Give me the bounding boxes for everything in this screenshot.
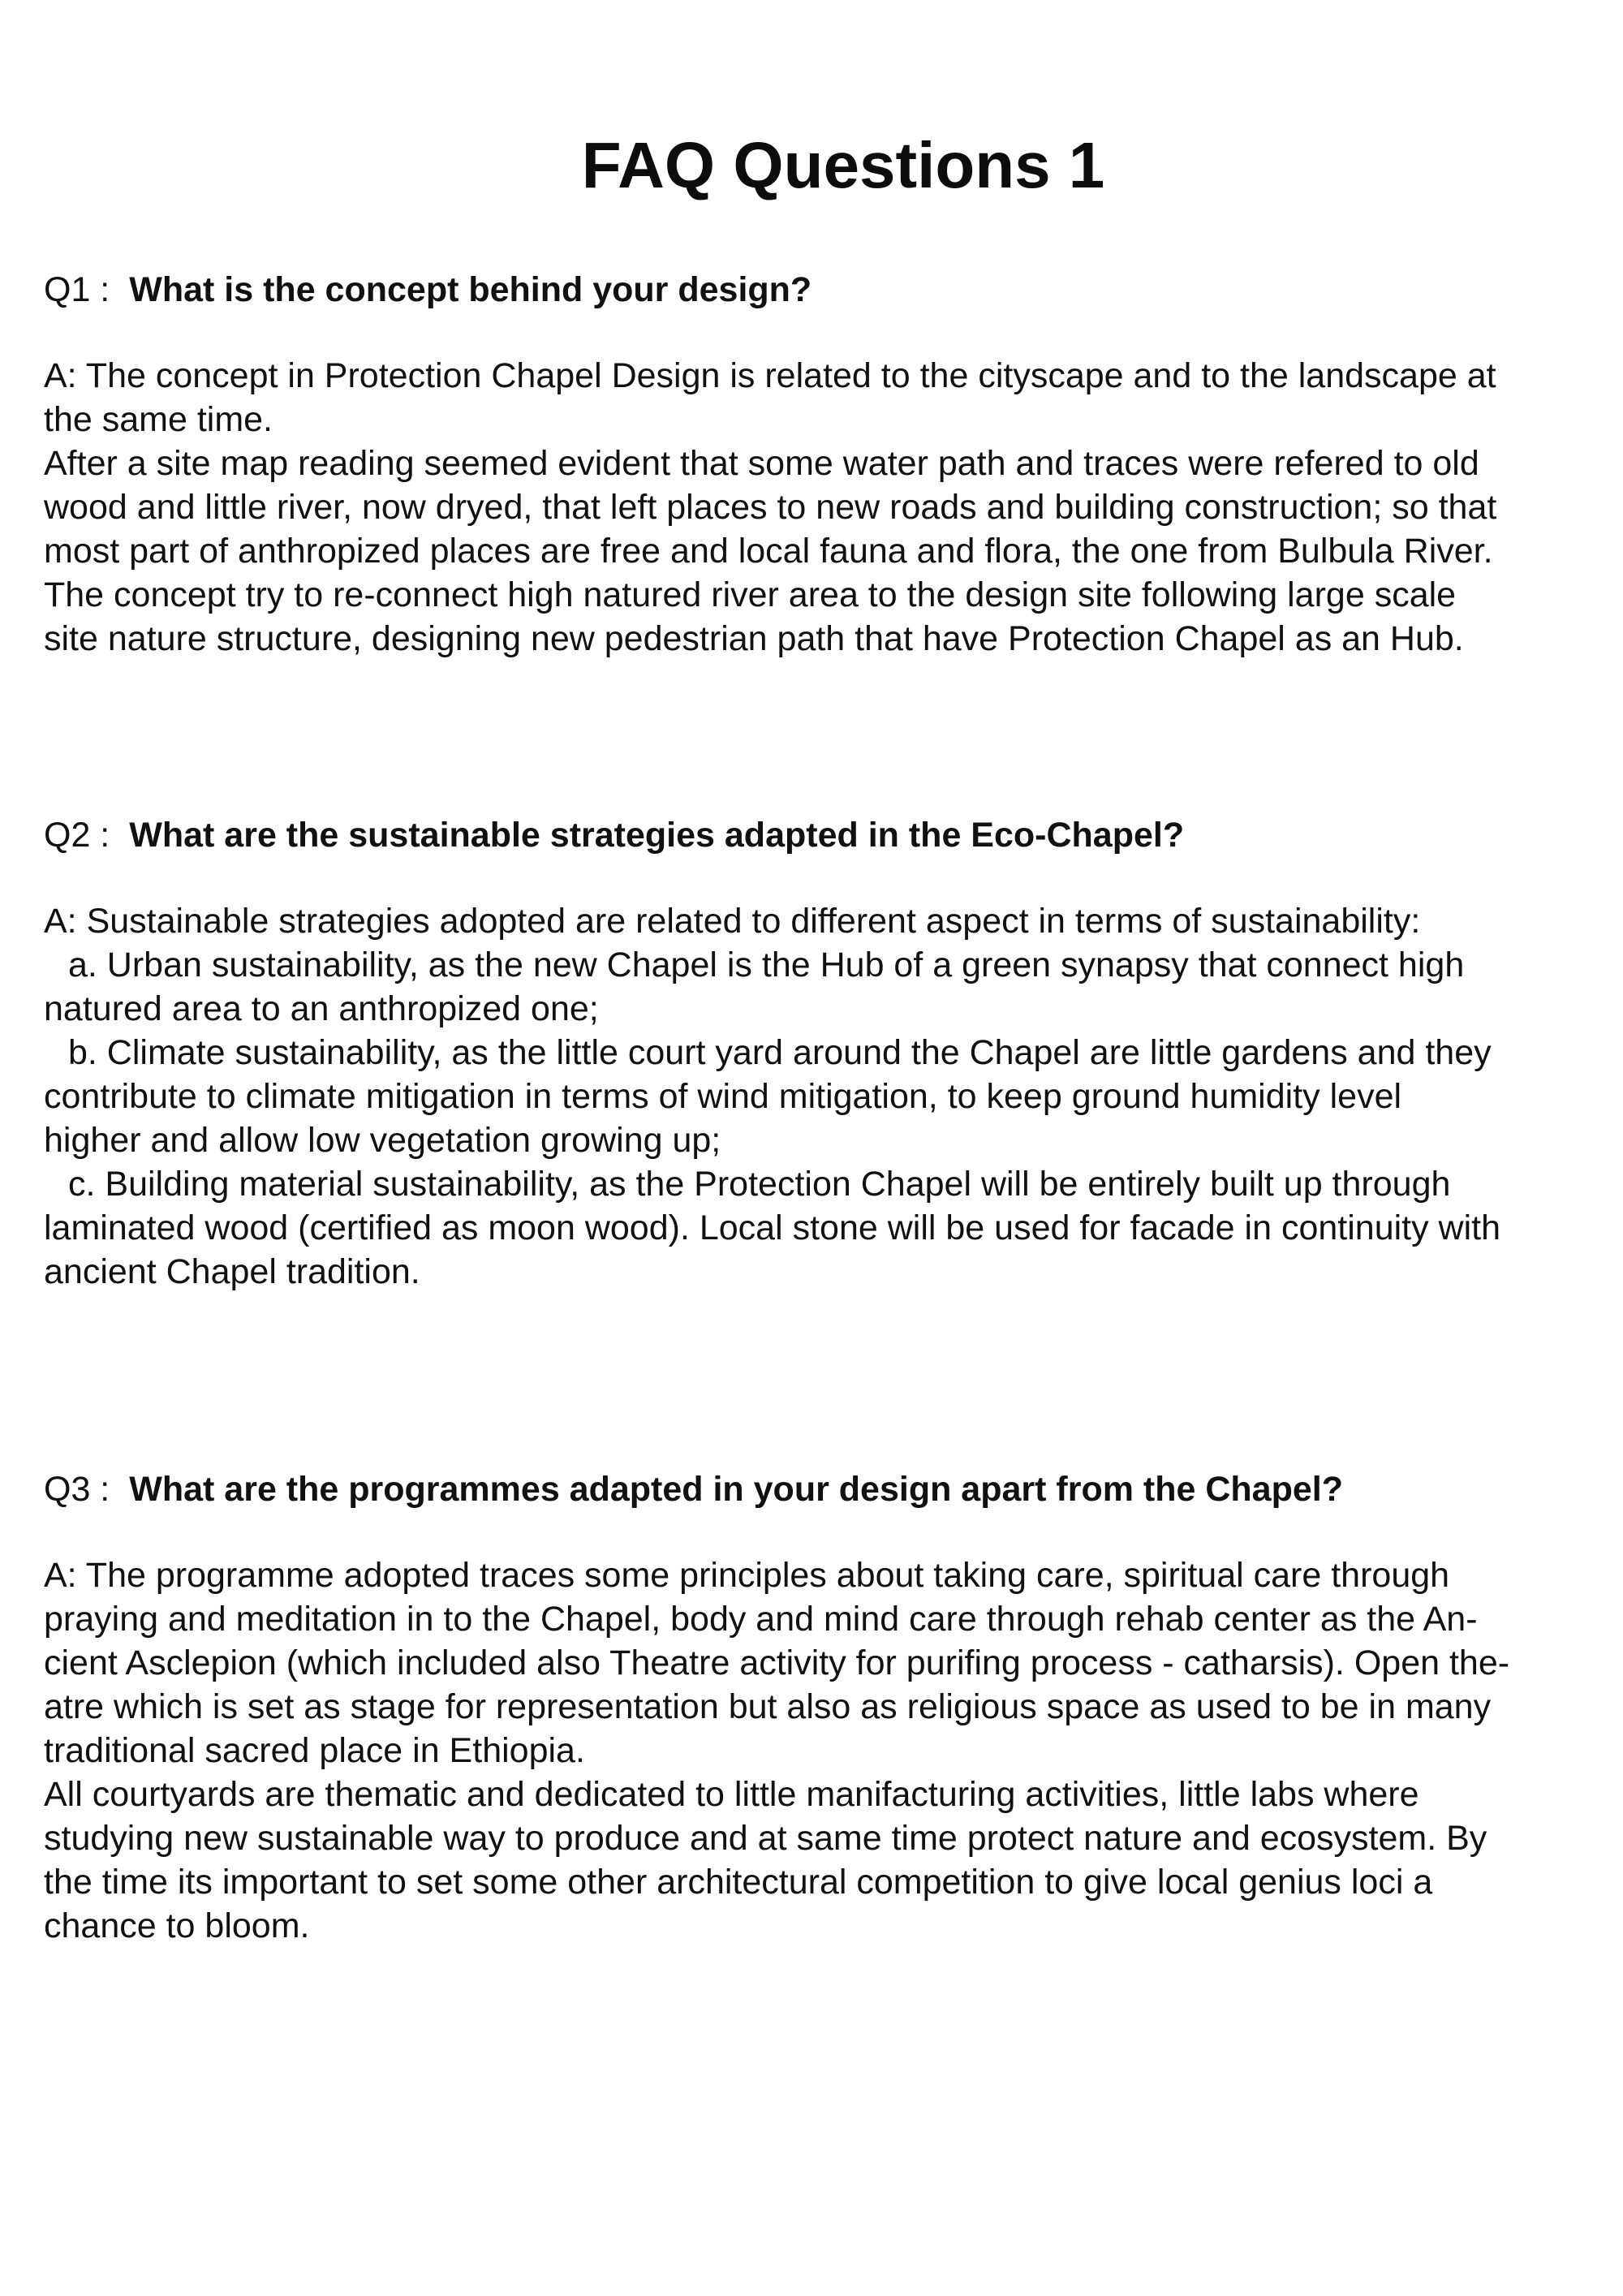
answer-line: most part of anthropized places are free and local fauna and flora, the one from Bulbula River. bbox=[44, 532, 1493, 571]
answer-line: contribute to climate mitigation in terms of wind mitigation, to keep ground humidity level bbox=[44, 1077, 1402, 1116]
answer-line: cient Asclepion (which included also Theatre activity for purifing process - catharsis). Open the- bbox=[44, 1643, 1510, 1682]
page-title: FAQ Questions 1 bbox=[581, 128, 1105, 201]
answer-line: natured area to an anthropized one; bbox=[44, 989, 599, 1028]
faq-item-2 bbox=[44, 813, 1586, 1294]
answer-line: After a site map reading seemed evident that some water path and traces were refered to old bbox=[44, 444, 1479, 483]
answer-line: atre which is set as stage for representation but also as religious space as used to be in many bbox=[44, 1687, 1492, 1726]
answer-line: A: The programme adopted traces some principles about taking care, spiritual care through bbox=[44, 1556, 1450, 1595]
question-3 bbox=[44, 1467, 1586, 1511]
question-text: What are the sustainable strategies adapted in the Eco-Chapel? bbox=[129, 816, 1185, 855]
answer-line: laminated wood (certified as moon wood). Local stone will be used for facade in continuity with bbox=[44, 1208, 1501, 1247]
question-text: What is the concept behind your design? bbox=[129, 270, 812, 309]
answer-3 bbox=[44, 1553, 1586, 1948]
question-text: What are the programmes adapted in your design apart from the Chapel? bbox=[129, 1470, 1343, 1509]
answer-line: The concept try to re-connect high natured river area to the design site following large scale bbox=[44, 575, 1457, 614]
answer-line: traditional sacred place in Ethiopia. bbox=[44, 1731, 585, 1770]
answer-2 bbox=[44, 899, 1586, 1294]
answer-1 bbox=[44, 354, 1586, 661]
answer-line: ancient Chapel tradition. bbox=[44, 1252, 420, 1291]
answer-line: A: The concept in Protection Chapel Design is related to the cityscape and to the landscape at bbox=[44, 356, 1496, 395]
answer-line: higher and allow low vegetation growing up; bbox=[44, 1121, 721, 1160]
question-number: Q2 : bbox=[44, 816, 110, 855]
question-number: Q1 : bbox=[44, 270, 110, 309]
answer-line: the same time. bbox=[44, 400, 273, 439]
list-item-b: b. Climate sustainability, as the little court yard around the Chapel are little gardens and they bbox=[68, 1033, 1492, 1072]
list-item-c: c. Building material sustainability, as the Protection Chapel will be entirely built up through bbox=[68, 1165, 1451, 1204]
faq-item-3 bbox=[44, 1467, 1586, 1948]
answer-line: All courtyards are thematic and dedicated to little manifacturing activities, little labs where bbox=[44, 1775, 1419, 1814]
answer-line: wood and little river, now dryed, that left places to new roads and building construction; so that bbox=[44, 488, 1497, 527]
question-number: Q3 : bbox=[44, 1470, 110, 1509]
question-2 bbox=[44, 813, 1586, 857]
answer-line: studying new sustainable way to produce and at same time protect nature and ecosystem. By bbox=[44, 1819, 1487, 1858]
faq-item-1 bbox=[44, 268, 1586, 661]
answer-line: chance to bloom. bbox=[44, 1906, 310, 1945]
answer-line: praying and meditation in to the Chapel, body and mind care through rehab center as the An- bbox=[44, 1600, 1478, 1639]
answer-line: the time its important to set some other architectural competition to give local genius loci a bbox=[44, 1863, 1433, 1902]
answer-line: A: Sustainable strategies adopted are related to different aspect in terms of sustainability: bbox=[44, 902, 1421, 941]
list-item-a: a. Urban sustainability, as the new Chapel is the Hub of a green synapsy that connect high bbox=[68, 946, 1465, 984]
answer-line: site nature structure, designing new pedestrian path that have Protection Chapel as an Hub. bbox=[44, 619, 1464, 658]
question-1 bbox=[44, 268, 1586, 312]
